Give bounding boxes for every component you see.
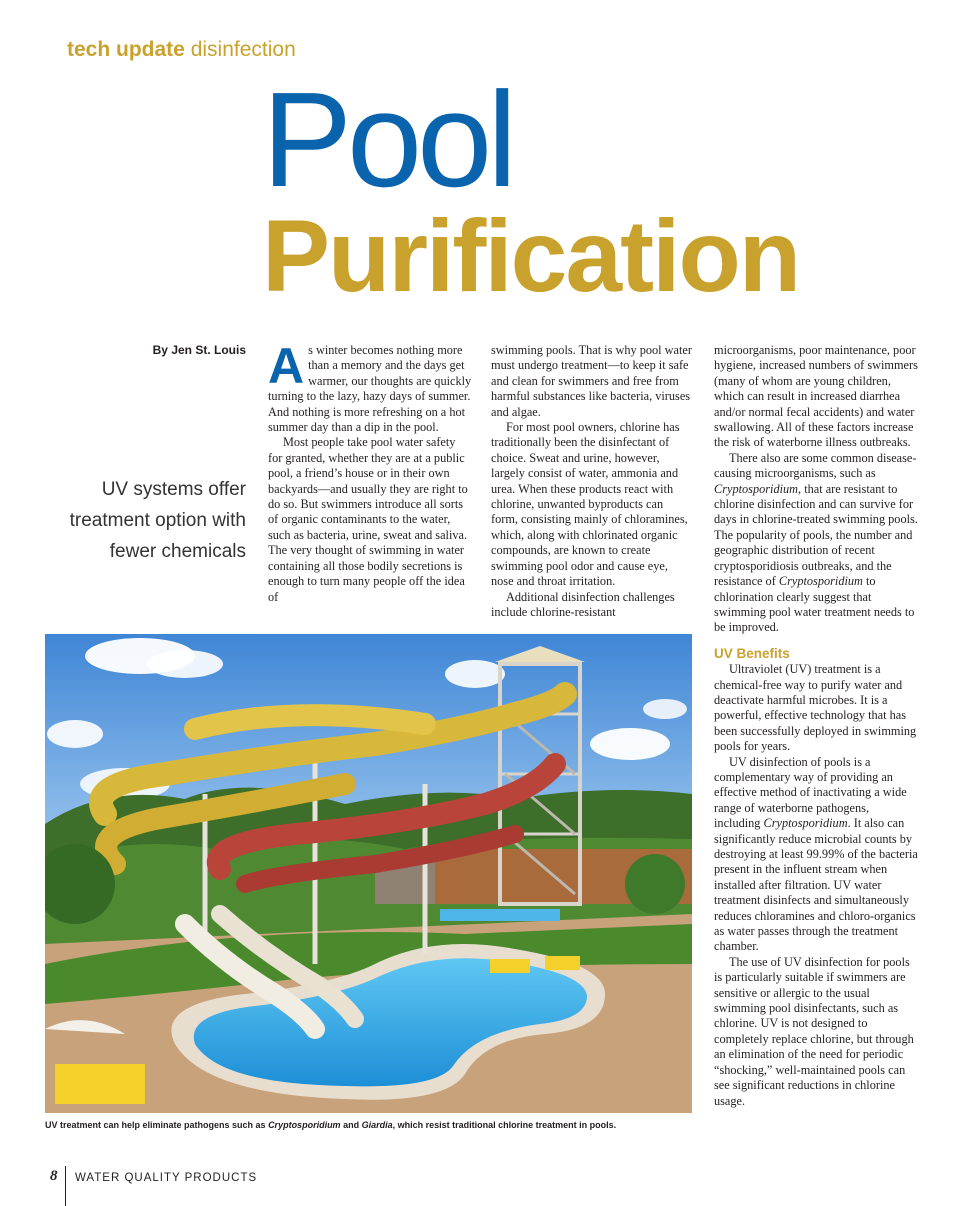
caption-text: UV treatment can help eliminate pathogens such as <box>45 1120 269 1130</box>
italic-term: Cryptosporidium <box>714 481 799 496</box>
footer-divider <box>65 1166 66 1206</box>
paragraph <box>268 338 472 435</box>
headline-line-2: Purification <box>262 199 800 313</box>
byline: By Jen St. Louis <box>152 343 246 357</box>
paragraph: swimming pools. That is why pool water must undergo treatment—to keep it safe and clean for swimmers and free from harmful substances like bacteria, viruses and algae. <box>491 343 692 419</box>
deck-line: UV systems offer <box>101 479 246 500</box>
caption-text: and <box>340 1120 362 1130</box>
text-run: There also are some common disease-causing microorganisms, such as <box>714 450 917 481</box>
page-number: 8 <box>50 1168 58 1184</box>
subheading: UV Benefits <box>714 645 790 661</box>
caption-text: , which resist traditional chlorine treatment in pools. <box>392 1120 617 1130</box>
publication-name: WATER QUALITY PRODUCTS <box>75 1172 258 1184</box>
section-kicker <box>67 38 296 62</box>
article-column-2 <box>491 343 693 620</box>
paragraph: microorganisms, poor maintenance, poor hygiene, increased numbers of swimmers (many of whom are young children, which can result in increased diarrhea and/or normal fecal accidents) and water swallowing. All of these factors increase the risk of waterborne illness outbreaks. <box>714 343 918 450</box>
paragraph: Additional disinfection challenges include chlorine-resistant <box>491 589 675 619</box>
water-slide-photo <box>45 634 692 1113</box>
italic-term: Cryptosporidium <box>778 574 863 589</box>
paragraph <box>714 755 918 955</box>
paragraph: The use of UV disinfection for pools is particularly suitable if swimmers are sensitive or allergic to the usual swimming pool disinfectants, such as chlorine. UV is not designed to completely replace chlorine, but through an elimination of the need for periodic “shocking,” well-maintained pools can see significant reductions in chlorine usage. <box>714 954 914 1108</box>
caption-italic: Giardia <box>361 1120 393 1130</box>
paragraph: Most people take pool water safety for granted, whether they are at a public pool, a friend’s house or in their own backyards—and usually they are right to do so. But swimmers introduce all sorts of organic contaminants to the water, such as bacteria, urine, sweat and saliva. The very thought of swimming in water containing all those bodily secretions is enough to turn many people off the idea of <box>268 435 468 604</box>
paragraph: For most pool owners, chlorine has traditionally been the disinfectant of choice. Sweat and urine, however, largely consist of water, ammonia and urea. When these products react with chlorine, unwanted byproducts can form, consisting mainly of chloramines, which, along with chlorinated organic compounds, are known to create swimming pool odor and cause eye, nose and throat irritation. <box>491 420 688 589</box>
kicker-light: disinfection <box>190 38 296 61</box>
paragraph-text: s winter becomes nothing more than a memory and the days get warmer, our thoughts are quickly turning to the lazy, hazy days of summer. And nothing is more refreshing on a hot summer day than a dip in the pool. <box>268 343 472 435</box>
deck-line: fewer chemicals <box>109 541 246 562</box>
text-run: , that are resistant to chlorine disinfection and can survive for days in chlorine-treated swimming pools. The popularity of pools, the number and geographic distribution of recent cryptosporidiosis outbreaks, and the resistance of <box>714 481 918 589</box>
headline-line-1: Pool <box>262 64 513 215</box>
paragraph <box>714 451 918 636</box>
text-run: to chlorination clearly suggest that swimming pool water treatment needs to be improved. <box>714 574 915 635</box>
paragraph: Ultraviolet (UV) treatment is a chemical-free way to purify water and deactivate harmful microbes. It is a powerful, effective technology that has been successfully deployed in swimming pools for years. <box>714 662 917 754</box>
italic-term: Cryptosporidium <box>763 816 848 831</box>
deck <box>40 474 246 567</box>
photo-caption <box>45 1120 705 1130</box>
text-run: UV disinfection of pools is a complementary way of providing an effective method of inactivating a wide range of waterborne pathogens, including <box>714 754 907 831</box>
drop-cap: A <box>268 338 305 394</box>
text-run: . It also can significantly reduce microbial counts by destroying at least 99.99% of the bacteria present in the influent stream when installed after filtration. UV water treatment disinfects and simultaneously reduces chloramines and chloro-organics as water passes through the treatment chamber. <box>714 816 918 954</box>
article-column-1 <box>268 338 472 605</box>
article-column-3 <box>714 343 918 1109</box>
kicker-bold: tech update <box>67 38 185 61</box>
deck-line: treatment option with <box>69 510 246 531</box>
caption-italic: Cryptosporidium <box>268 1120 341 1130</box>
